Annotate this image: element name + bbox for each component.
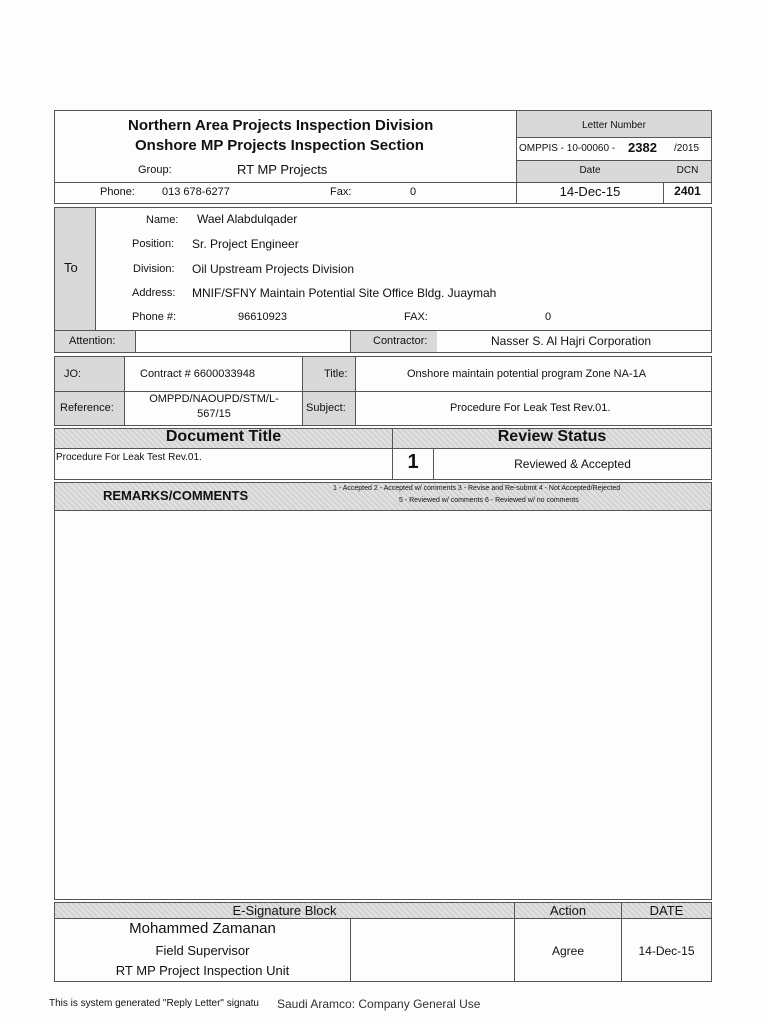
- footer-note: This is system generated "Reply Letter" signatu: [49, 998, 259, 1009]
- address-label: Address:: [132, 287, 176, 299]
- division-label: Division:: [133, 263, 175, 275]
- name-label: Name:: [146, 214, 179, 226]
- signer-unit: RT MP Project Inspection Unit: [115, 963, 290, 978]
- reference-line1: OMPPD/NAOUPD/STM/L-: [149, 393, 279, 405]
- remarks-legend-line1: 1 - Accepted 2 - Accepted w/ comments 3 - Revise and Re-submit 4 - Not Accepted/Rejected: [333, 485, 621, 492]
- date-value: 14-Dec-15: [559, 184, 621, 199]
- dcn-value: 2401: [674, 184, 701, 198]
- letter-year: /2015: [674, 143, 700, 154]
- classification-overlay: Saudi Aramco: Company General Use: [277, 997, 481, 1011]
- fax-value: 0: [410, 186, 417, 198]
- recipient-name: Wael Alabdulqader: [197, 212, 298, 226]
- letter-number-label: Letter Number: [582, 120, 646, 131]
- review-code: 1: [407, 451, 419, 473]
- remarks-body: [58, 514, 708, 894]
- action-header: Action: [549, 903, 587, 918]
- recipient-position: Sr. Project Engineer: [192, 237, 299, 251]
- subject-label: Subject:: [306, 402, 346, 414]
- signer-name: Mohammed Zamanan: [129, 920, 276, 937]
- signature-action: Agree: [551, 944, 585, 958]
- phone-value: 013 678-6277: [162, 186, 230, 198]
- title-value: Onshore maintain potential program Zone NA-1A: [407, 368, 647, 380]
- letter-prefix: OMPPIS - 10-00060 -: [519, 143, 616, 154]
- remarks-header: REMARKS/COMMENTS: [103, 488, 249, 503]
- review-status-text: Reviewed & Accepted: [514, 457, 631, 471]
- signer-title: Field Supervisor: [155, 943, 250, 958]
- subject-value: Procedure For Leak Test Rev.01.: [450, 402, 611, 414]
- recipient-phone: 96610923: [238, 311, 287, 323]
- letter-number: 2382: [628, 140, 657, 155]
- fax-label: Fax:: [330, 186, 352, 198]
- section-name: Onshore MP Projects Inspection Section: [135, 137, 424, 154]
- recipient-fax: 0: [545, 311, 552, 323]
- e-signature-header: E-Signature Block: [232, 903, 337, 918]
- document-title-header: Document Title: [165, 428, 282, 445]
- dcn-label: DCN: [676, 165, 699, 176]
- position-label: Position:: [132, 238, 175, 250]
- jo-label: JO:: [64, 368, 82, 380]
- signature-date: 14-Dec-15: [638, 944, 695, 958]
- group-label: Group:: [138, 164, 172, 176]
- reference-line2: 567/15: [197, 408, 231, 420]
- date-header: DATE: [649, 903, 684, 918]
- recipient-division: Oil Upstream Projects Division: [192, 262, 355, 276]
- attention-label: Attention:: [69, 335, 116, 347]
- group-value: RT MP Projects: [237, 162, 328, 177]
- jo-value: Contract # 6600033948: [140, 368, 255, 380]
- division-name: Northern Area Projects Inspection Division: [128, 117, 434, 134]
- reference-label: Reference:: [60, 402, 114, 414]
- contractor-value: Nasser S. Al Hajri Corporation: [491, 334, 652, 348]
- date-label: Date: [579, 165, 601, 176]
- phone-label: Phone:: [100, 186, 135, 198]
- review-status-header: Review Status: [497, 428, 607, 445]
- title-label: Title:: [324, 368, 348, 380]
- recipient-phone-label: Phone #:: [132, 311, 177, 323]
- recipient-address: MNIF/SFNY Maintain Potential Site Office Bldg. Juaymah: [192, 286, 497, 300]
- contractor-label: Contractor:: [373, 335, 428, 347]
- recipient-fax-label: FAX:: [404, 311, 428, 323]
- to-label: To: [64, 260, 78, 275]
- document-title-value: Procedure For Leak Test Rev.01.: [56, 452, 202, 463]
- remarks-legend-line2: 5 - Reviewed w/ comments 6 - Reviewed w/ no comments: [399, 497, 579, 504]
